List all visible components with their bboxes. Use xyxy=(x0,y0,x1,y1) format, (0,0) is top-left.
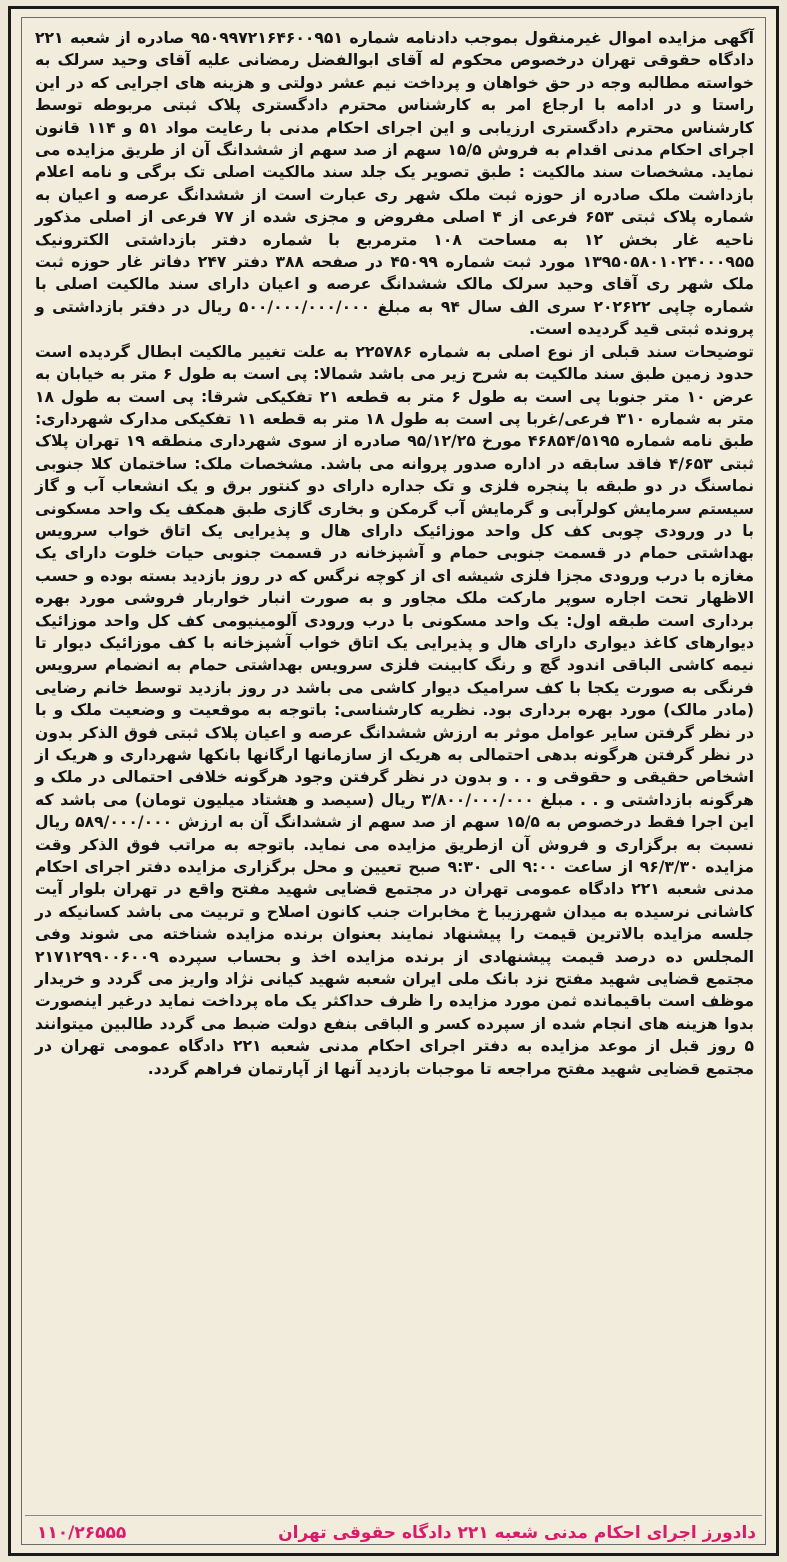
notice-footer xyxy=(25,1517,762,1549)
notice-paragraph-1: آگهی مزایده اموال غیرمنقول بموجب دادنامه شماره ۹۵۰۹۹۷۲۱۶۴۶۰۰۹۵۱ صادره از شعبه ۲۲۱ دادگاه حقوقی تهران درخصوص محکوم له آقای ابوالفضل رمضانی علیه آقای وحید سرلک به خواسته مطالبه وجه در حق خواهان و پرداخت نیم عشر دولتی و هزینه های اجرایی که در این راستا و در ادامه با ارجاع امر به کارشناس محترم دادگستری پلاک ثبتی مربوطه توسط کارشناس محترم دادگستری ارزیابی و این اجرای احکام مدنی با رعایت مواد ۵۱ و ۱۱۴ قانون اجرای احکام مدنی اقدام به فروش ۱۵/۵ سهم از صد سهم از ششدانگ آن از طریق مزایده می نماید. مشخصات سند مالکیت : طبق تصویر یک جلد سند مالکیت اصلی تک برگی و نامه اعلام بازداشت ملک صادره از حوزه ثبت ملک شهر ری عبارت است از ششدانگ عرصه و اعیان به شماره پلاک ثبتی ۶۵۳ فرعی از ۴ اصلی مفروض و مجزی شده از ۷۷ فرعی از اصلی مذکور ناحیه غار بخش ۱۲ به مساحت ۱۰۸ مترمربع با شماره دفتر بازداشتی الکترونیک ۱۳۹۵۰۵۸۰۱۰۲۴۰۰۰۹۵۵ مورد ثبت شماره ۴۵۰۹۹ در صفحه ۳۸۸ دفتر ۲۴۷ دفاتر غار حوزه ثبت ملک شهر ری آقای وحید سرلک مالک ششدانگ عرصه و اعیان دارای سند مالکیت اصلی با شماره چاپی ۲۰۲۶۲۲ سری الف سال ۹۴ به مبلغ ۵۰۰/۰۰۰/۰۰۰/۰۰۰ ریال در دفتر بازداشتی و پرونده ثبتی قید گردیده است. xyxy=(35,29,755,339)
newspaper-clipping xyxy=(8,6,779,1556)
footer-divider xyxy=(25,1515,762,1516)
notice-paragraph-2: توضیحات سند قبلی از نوع اصلی به شماره ۲۲۵۷۸۶ به علت تغییر مالکیت ابطال گردیده است حدود زمین طبق سند مالکیت به شرح زیر می باشد شمالا: پی است به طول ۶ متر به خیابان به عرض ۱۰ متر جنوبا پی است به طول ۶ متر به قطعه ۲۱ تفکیکی شرقا: پی است به طول ۱۸ متر به شماره ۳۱۰ فرعی/غربا پی است به طول ۱۸ متر به قطعه ۱۱ تفکیکی مدارک شهرداری: طبق نامه شماره ۴۶۸۵۴/۵۱۹۵ مورخ ۹۵/۱۲/۲۵ صادره از سوی شهرداری منطقه ۱۹ تهران پلاک ثبتی ۴/۶۵۳ فاقد سابقه در اداره صدور پروانه می باشد. مشخصات ملک: ساختمان کلا جنوبی نماسنگ در دو طبقه با پنجره فلزی و تک جداره دارای دو کنتور برق و یک انشعاب آب و گاز سیستم سرمایش کولرآبی و گرمایش آب گرمکن و بخاری گازی طبق همکف یک واحد مسکونی با در ورودی چوبی کف کل واحد موزائیک دارای هال و پذیرایی یک اتاق خواب سرویس بهداشتی حمام در قسمت جنوبی حمام و آشپزخانه در قسمت جنوبی حیات خلوت دارای یک مغازه با درب ورودی مجزا فلزی شیشه ای از کوچه نرگس که در روز بازدید بسته بوده و حسب الاظهار تحت اجاره سوپر مارکت ملک مجاور و به صورت انبار خواربار فروشی مورد بهره برداری است طبقه اول: یک واحد مسکونی با درب ورودی آلومینیومی کف کل واحد موزائیک دیوارهای کاغذ دیواری دارای هال و پذیرایی یک اتاق خواب آشپزخانه با کف موزائیک دیوار تا نیمه کاشی الباقی اندود گچ و رنگ کابینت فلزی سرویس بهداشتی حمام به انضمام سرویس فرنگی به صورت یکجا با کف سرامیک دیوار کاشی می باشد در روز بازدید توسط خانم رضایی (مادر مالک) مورد بهره برداری بود. نظریه کارشناسی: باتوجه به موقعیت و وضعیت ملک و با در نظر گرفتن سایر عوامل موثر به ارزش ششدانگ عرصه و اعیان پلاک ثبتی فوق الذکر بدون در نظر گرفتن هرگونه بدهی احتمالی به هریک از سازمانها ارگانها بانکها شهرداری و هریک از اشخاص حقیقی و حقوقی و . . و بدون در نظر گرفتن وجود هرگونه خلافی احتمالی در ملک و هرگونه بازداشتی و . . مبلغ ۳/۸۰۰/۰۰۰/۰۰۰ ریال (سیصد و هشتاد میلیون تومان) می باشد که این اجرا فقط درخصوص به ۱۵/۵ سهم از صد سهم از ششدانگ آن به ارزش ۵۸۹/۰۰۰/۰۰۰ ریال نسبت به برگزاری و فروش آن ازطریق مزایده می نماید. باتوجه به مراتب فوق الذکر وقت مزایده ۹۶/۳/۳۰ از ساعت ۹:۰۰ الی ۹:۳۰ صبح تعیین و محل برگزاری مزایده دفتر اجرای احکام مدنی شعبه ۲۲۱ دادگاه عمومی تهران در مجتمع قضایی شهید مفتح واقع در تهران بلوار آیت کاشانی نرسیده به میدان شهرزیبا خ مخابرات جنب کانون اصلاح و تربیت می باشد کسانیکه در جلسه مزایده بالاترین قیمت را پیشنهاد نمایند بعنوان برنده مزایده شناخته می شوند وفی المجلس ده درصد قیمت پیشنهادی از برنده مزایده اخذ و بحساب سپرده ۲۱۷۱۲۹۹۰۰۶۰۰۹ مجتمع قضایی شهید مفتح نزد بانک ملی ایران شعبه شهید کیانی نژاد واریز می گردد و خریدار موظف است باقیمانده ثمن مورد مزایده را ظرف حداکثر یک ماه پرداخت نماید درغیر اینصورت بدوا هزینه های انجام شده از سپرده کسر و الباقی بنفع دولت ضبط می گردد طالبین میتوانند ۵ روز قبل از موعد مزایده به دفتر اجرای احکام مدنی شعبه ۲۲۱ دادگاه عمومی تهران در مجتمع قضایی شهید مفتح مراجعه تا موجبات بازدید آنها از آپارتمان فراهم گردد. xyxy=(35,342,755,1078)
notice-code: ۱۱۰/۲۶۵۵۵ xyxy=(37,1523,127,1543)
issuer-signature: دادورز اجرای احکام مدنی شعبه ۲۲۱ دادگاه حقوقی تهران xyxy=(278,1523,756,1543)
auction-notice-body xyxy=(35,27,754,1080)
